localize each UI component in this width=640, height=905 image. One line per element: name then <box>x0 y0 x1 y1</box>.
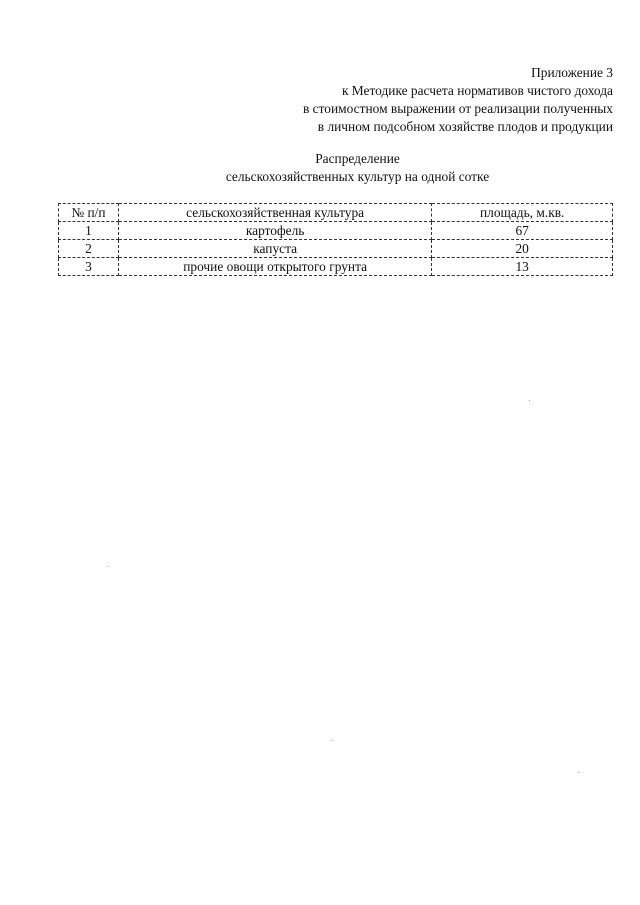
table-row <box>59 258 613 276</box>
cell-number: 1 <box>59 222 119 240</box>
table-header-row <box>59 204 613 222</box>
cell-number: 2 <box>59 240 119 258</box>
appendix-line: Приложение 3 <box>531 65 613 80</box>
cell-number: 3 <box>59 258 119 276</box>
appendix-line: к Методике расчета нормативов чистого дохода <box>341 83 613 98</box>
appendix-line: в личном подсобном хозяйстве плодов и продукции <box>317 119 613 134</box>
header-number: № п/п <box>59 204 119 222</box>
crops-table <box>58 203 613 276</box>
scan-speck <box>529 400 530 401</box>
document-title <box>0 150 640 186</box>
cell-area: 20 <box>432 240 613 258</box>
scan-speck <box>331 740 332 741</box>
title-line-2: сельскохозяйственных культур на одной сотке <box>225 169 490 184</box>
scan-speck <box>578 772 579 773</box>
cell-crop: прочие овощи открытого грунта <box>118 258 431 276</box>
header-crop: сельскохозяйственная культура <box>118 204 431 222</box>
appendix-line: в стоимостном выражении от реализации полученных <box>303 101 613 116</box>
cell-crop: картофель <box>118 222 431 240</box>
scan-speck <box>108 566 109 567</box>
title-line-1: Распределение <box>315 151 400 166</box>
cell-area: 67 <box>432 222 613 240</box>
appendix-header <box>303 64 613 136</box>
table-row <box>59 222 613 240</box>
cell-area: 13 <box>432 258 613 276</box>
header-area: площадь, м.кв. <box>432 204 613 222</box>
table-row <box>59 240 613 258</box>
cell-crop: капуста <box>118 240 431 258</box>
